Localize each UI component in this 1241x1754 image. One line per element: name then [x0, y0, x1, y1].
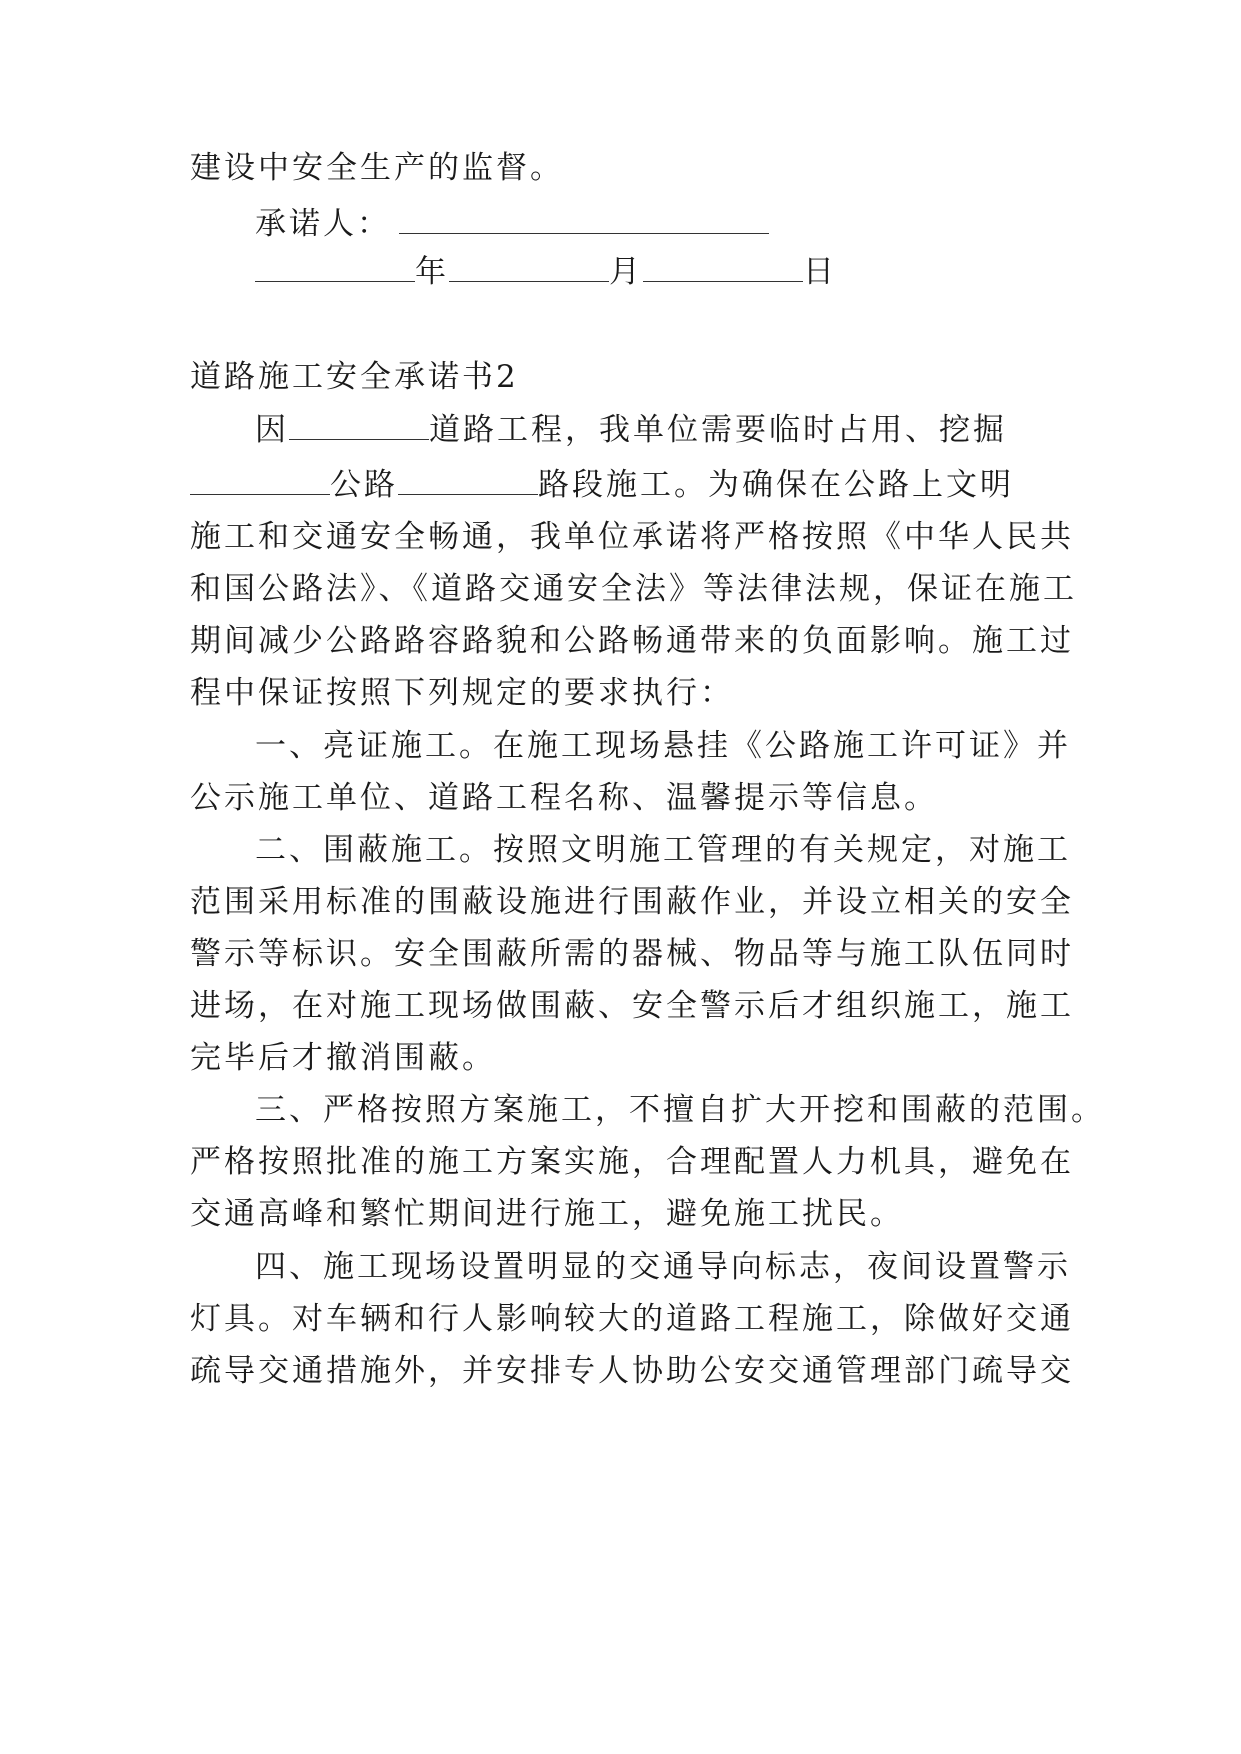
- road-blank: [190, 468, 330, 495]
- paragraph-line: 二、围蔽施工。按照文明施工管理的有关规定，对施工: [255, 832, 1071, 868]
- paragraph-line: 公示施工单位、道路工程名称、温馨提示等信息。: [190, 780, 938, 816]
- paragraph-line: [190, 465, 1014, 505]
- month-label: 月: [609, 254, 643, 290]
- paragraph-line: [255, 410, 1007, 450]
- paragraph-line: 警示等标识。安全围蔽所需的器械、物品等与施工队伍同时: [190, 936, 1074, 972]
- paragraph-line: 三、严格按照方案施工，不擅自扩大开挖和围蔽的范围。: [255, 1092, 1105, 1128]
- section-heading: 道路施工安全承诺书2: [190, 359, 519, 395]
- signer-label: 承诺人：: [255, 206, 391, 242]
- paragraph-line: 严格按照批准的施工方案实施，合理配置人力机具，避免在: [190, 1144, 1074, 1180]
- paragraph-line: 灯具。对车辆和行人影响较大的道路工程施工，除做好交通: [190, 1301, 1074, 1337]
- day-label: 日: [803, 254, 837, 290]
- paragraph-line: 进场，在对施工现场做围蔽、安全警示后才组织施工，施工: [190, 988, 1074, 1024]
- signer-blank: [399, 207, 769, 234]
- signer-line: [255, 204, 769, 244]
- section-blank: [398, 468, 538, 495]
- text-fragment: 路段施工。为确保在公路上文明: [538, 467, 1014, 503]
- paragraph-line: 一、亮证施工。在施工现场悬挂《公路施工许可证》并: [255, 728, 1071, 764]
- text-fragment: 因: [255, 412, 289, 448]
- paragraph-line: 范围采用标准的围蔽设施进行围蔽作业，并设立相关的安全: [190, 884, 1074, 920]
- month-blank: [449, 255, 609, 282]
- paragraph-line: 疏导交通措施外，并安排专人协助公安交通管理部门疏导交: [190, 1353, 1074, 1389]
- year-label: 年: [415, 254, 449, 290]
- day-blank: [643, 255, 803, 282]
- paragraph-line: 程中保证按照下列规定的要求执行：: [190, 675, 734, 711]
- paragraph-line: 和国公路法》、《道路交通安全法》等法律法规，保证在施工: [190, 571, 1077, 607]
- paragraph-line: 完毕后才撤消围蔽。: [190, 1040, 496, 1076]
- paragraph-line: 四、施工现场设置明显的交通导向标志，夜间设置警示: [255, 1249, 1071, 1285]
- date-line: [255, 252, 837, 292]
- paragraph-line: 施工和交通安全畅通，我单位承诺将严格按照《中华人民共: [190, 519, 1074, 555]
- paragraph-line: 交通高峰和繁忙期间进行施工，避免施工扰民。: [190, 1196, 904, 1232]
- text-fragment: 道路工程，我单位需要临时占用、挖掘: [429, 412, 1007, 448]
- paragraph-line: 期间减少公路路容路貌和公路畅通带来的负面影响。施工过: [190, 623, 1074, 659]
- year-blank: [255, 255, 415, 282]
- project-blank: [289, 413, 429, 440]
- text-line: 建设中安全生产的监督。: [190, 150, 564, 186]
- text-fragment: 公路: [330, 467, 398, 503]
